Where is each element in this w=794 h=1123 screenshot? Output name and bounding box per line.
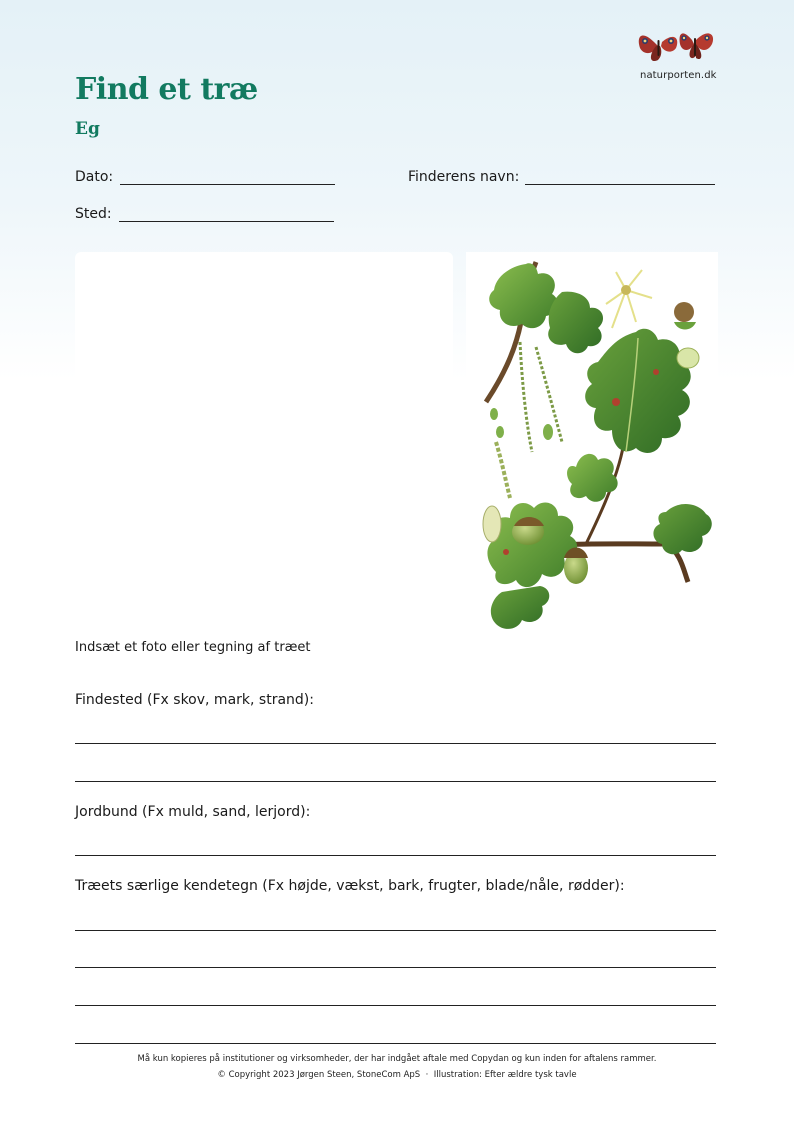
answer-line[interactable] — [75, 930, 716, 931]
copy-notice: Må kun kopieres på institutioner og virksomheder, der har indgået aftale med Copydan og kun inden for aftalens rammer. — [137, 1054, 657, 1064]
finder-name-field[interactable] — [525, 184, 715, 185]
answer-line[interactable] — [75, 1043, 716, 1044]
photo-drawing-box[interactable] — [75, 252, 453, 632]
site-logo-text: naturporten.dk — [640, 70, 717, 81]
footer-separator: · — [425, 1070, 429, 1080]
question-kendetegn: Træets særlige kendetegn (Fx højde, vækst, bark, frugter, blade/nåle, rødder): — [75, 878, 625, 894]
copyright-text: © Copyright 2023 Jørgen Steen, StoneCom ApS — [217, 1070, 421, 1080]
butterfly-icon — [634, 26, 720, 66]
page-subtitle: Eg — [75, 119, 100, 139]
page-title: Find et træ — [75, 72, 258, 107]
question-jordbund: Jordbund (Fx muld, sand, lerjord): — [75, 804, 311, 820]
place-label: Sted: — [75, 206, 112, 222]
answer-line[interactable] — [75, 855, 716, 856]
illustration-credit: Illustration: Efter ældre tysk tavle — [433, 1070, 577, 1080]
question-findested: Findested (Fx skov, mark, strand): — [75, 692, 314, 708]
answer-line[interactable] — [75, 1005, 716, 1006]
answer-line[interactable] — [75, 743, 716, 744]
oak-branch-illustration — [466, 252, 718, 642]
date-field[interactable] — [120, 184, 335, 185]
answer-line[interactable] — [75, 967, 716, 968]
copyright-line — [0, 1070, 794, 1080]
finder-name-label: Finderens navn: — [408, 169, 520, 185]
place-field[interactable] — [119, 221, 334, 222]
answer-line[interactable] — [75, 781, 716, 782]
photo-caption: Indsæt et foto eller tegning af træet — [75, 640, 311, 655]
date-label: Dato: — [75, 169, 114, 185]
